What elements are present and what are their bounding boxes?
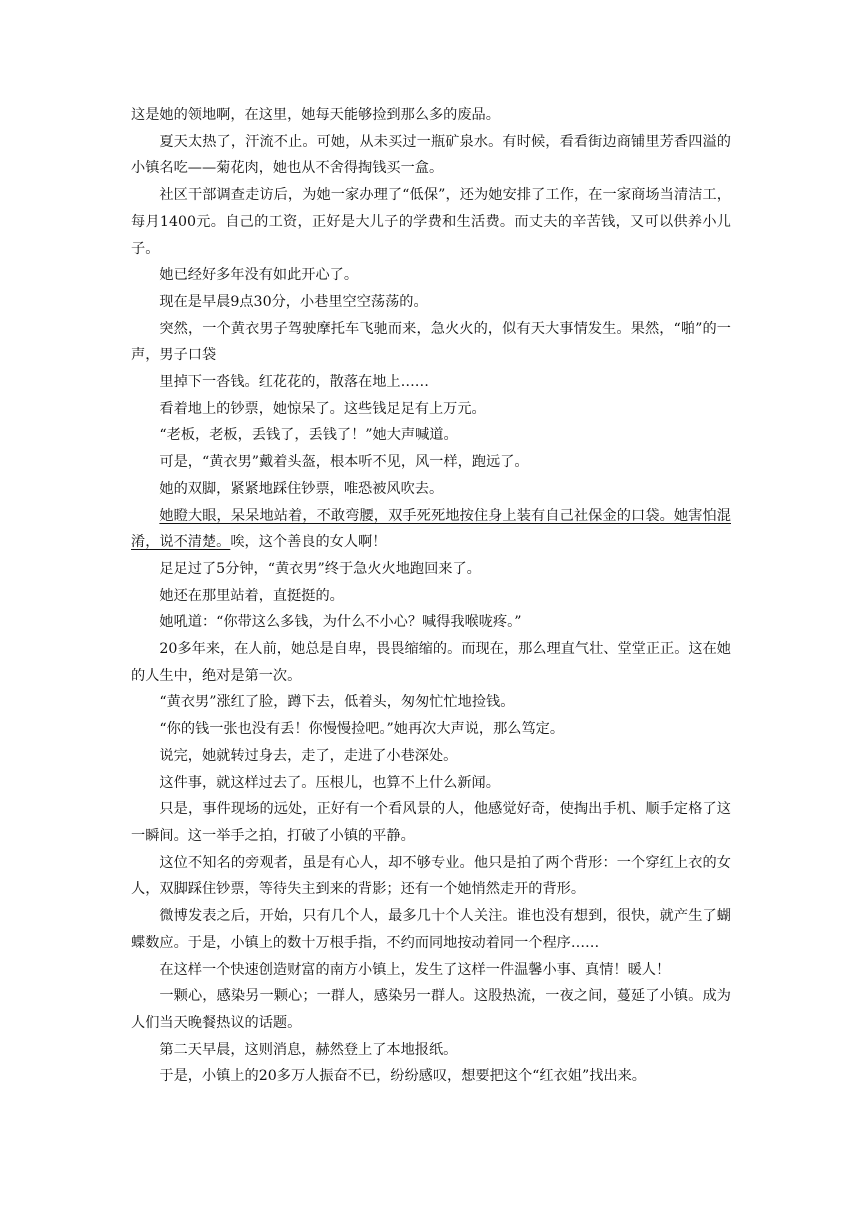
paragraph: 可是，“黄衣男”戴着头盔，根本听不见，风一样，跑远了。 bbox=[159, 454, 529, 471]
paragraph: 足足过了5分钟，“黄衣男”终于急火火地跑回来了。 bbox=[159, 560, 481, 577]
sentence-rest: 唉，这个善良的女人啊！ bbox=[230, 534, 387, 551]
paragraph: 20多年来，在人前，她总是自卑，畏畏缩缩的。而现在，那么理直气壮、堂堂正正。这在她的人生中，绝对是第一次。 bbox=[131, 641, 731, 684]
paragraph: 社区干部调查走访后，为她一家办理了“低保”，还为她安排了工作，在一家商场当清洁工，每月1400元。自己的工资，正好是大儿子的学费和生活费。而丈夫的辛苦钱，又可以供养小儿子。 bbox=[131, 187, 731, 257]
paragraph: 这是她的领地啊，在这里，她每天能够捡到那么多的废品。 bbox=[131, 107, 500, 123]
paragraph: 里掉下一沓钱。红花花的，散落在地上…… bbox=[159, 374, 429, 391]
paragraph: 说完，她就转过身去，走了，走进了小巷深处。 bbox=[159, 747, 458, 764]
underlined-sentence: 她瞪大眼，呆呆地站着，不敢弯腰，双手死死地按住身上装有自己社保金的口袋。她害怕混淆，说不清楚。 bbox=[131, 507, 731, 551]
paragraph: 一颗心，感染另一颗心；一群人，感染另一群人。这股热流，一夜之间，蔓延了小镇。成为人们当天晚餐热议的话题。 bbox=[131, 988, 731, 1031]
paragraph: 她吼道：“你带这么多钱，为什么不小心？喊得我喉咙疼。” bbox=[159, 614, 522, 631]
paragraph: 于是，小镇上的20多万人振奋不已，纷纷感叹，想要把这个“红衣姐”找出来。 bbox=[159, 1068, 646, 1085]
paragraph: 微博发表之后，开始，只有几个人，最多几十个人关注。谁也没有想到，很快，就产生了蝴蝶数应。于是，小镇上的数十万根手指，不约而同地按动着同一个程序…… bbox=[131, 908, 731, 951]
document-body bbox=[131, 102, 731, 1090]
paragraph: 只是，事件现场的远处，正好有一个看风景的人，他感觉好奇，使掏出手机、顺手定格了这一瞬间。这一举手之拍，打破了小镇的平静。 bbox=[131, 801, 731, 844]
paragraph: 这件事，就这样过去了。压根儿，也算不上什么新闻。 bbox=[159, 774, 500, 791]
paragraph: 突然，一个黄衣男子驾驶摩托车飞驰而来，急火火的，似有天大事情发生。果然，“啪”的一声，男子口袋 bbox=[131, 320, 731, 364]
paragraph: “你的钱一张也没有丢！你慢慢捡吧。”她再次大声说，那么笃定。 bbox=[159, 721, 565, 738]
paragraph: 她的双脚，紧紧地踩住钞票，唯恐被风吹去。 bbox=[159, 480, 444, 497]
paragraph-underlined bbox=[131, 503, 731, 556]
paragraph: 她已经好多年没有如此开心了。 bbox=[159, 267, 359, 284]
paragraph: 现在是早晨9点30分，小巷里空空荡荡的。 bbox=[159, 293, 428, 310]
paragraph: “黄衣男”涨红了脸，蹲下去，低着头，匆匆忙忙地捡钱。 bbox=[159, 694, 515, 711]
paragraph: “老板，老板，丢钱了，丢钱了！”她大声喊道。 bbox=[159, 427, 458, 444]
paragraph: 夏天太热了，汗流不止。可她，从未买过一瓶矿泉水。有时候，看看街边商铺里芳香四溢的小镇名吃——菊花肉，她也从不舍得掏钱买一盒。 bbox=[131, 133, 731, 177]
paragraph: 第二天早晨，这则消息，赫然登上了本地报纸。 bbox=[159, 1041, 458, 1058]
paragraph: 看着地上的钞票，她惊呆了。这些钱足足有上万元。 bbox=[159, 400, 486, 417]
paragraph: 她还在那里站着，直挺挺的。 bbox=[159, 587, 344, 604]
paragraph: 这位不知名的旁观者，虽是有心人，却不够专业。他只是拍了两个背形：一个穿红上衣的女人，双脚踩住钞票，等待失主到来的背影；还有一个她悄然走开的背形。 bbox=[131, 854, 731, 898]
paragraph: 在这样一个快速创造财富的南方小镇上，发生了这样一件温馨小事、真情！暖人！ bbox=[159, 961, 671, 978]
